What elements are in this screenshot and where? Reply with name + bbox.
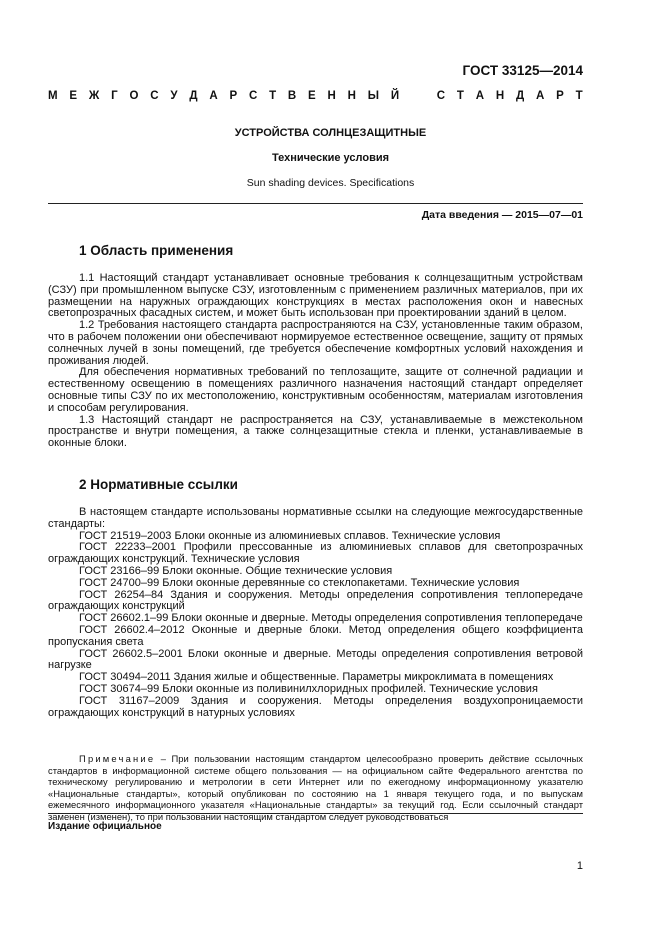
english-title: Sun shading devices. Specifications (246, 177, 415, 189)
section-scope-body (48, 273, 583, 450)
document-title: УСТРОЙСТВА СОЛНЦЕЗАЩИТНЫЕ (234, 127, 427, 139)
banner-letter: С (248, 90, 258, 102)
reference-item: ГОСТ 26602.4–2012 Оконные и дверные блоки. Метод определения общего коэффициента пропускания света (48, 623, 583, 648)
reference-item: ГОСТ 26602.5–2001 Блоки оконные и дверные. Методы определения сопротивления ветровой нагрузке (48, 647, 583, 672)
page-number: 1 (576, 860, 583, 872)
paragraph: 1.2 Требования настоящего стандарта распространяются на СЗУ, установленные таким образом, что в рабочем положении они обеспечивают нормируемое естественное освещение, защиту от прямых солнечных лучей в зоны помещений, где требуется обеспечение комфортных условий нахождения и проживания людей. (48, 319, 583, 367)
reference-item: ГОСТ 26254–84 Здания и сооружения. Методы определения сопротивления теплопередаче ограждающих конструкций (48, 588, 583, 613)
reference-item: ГОСТ 26602.1–99 Блоки оконные и дверные. Методы определения сопротивления теплопередаче (79, 612, 583, 625)
banner-letter: Ж (88, 90, 100, 102)
banner-letter: Й (390, 90, 400, 102)
banner-letter: Н (495, 90, 505, 102)
banner-letter: О (129, 90, 139, 102)
banner-letter: Ы (367, 90, 380, 102)
section-heading-scope: 1 Область применения (79, 243, 234, 258)
reference-item: ГОСТ 31167–2009 Здания и сооружения. Методы определения воздухопроницаемости ограждающих конструкций в натурных условиях (48, 694, 583, 719)
document-code: ГОСТ 33125—2014 (462, 63, 583, 78)
banner-letter: Е (308, 90, 316, 102)
banner-letter: М (48, 90, 58, 102)
banner-letter: А (535, 90, 545, 102)
note-text: – При пользовании настоящим стандартом целесообразно проверить действие ссылочных стандартов в информационной системе общего пользования — на официальном сайте Федерального агентства по техническому регулированию и метрологии в сети Интернет или по ежегодному информационному указателю «Национальные стандарты», который опубликован по состоянию на 1 января текущего года, и по выпускам ежемесячного информационного указателя «Национальные стандарты» за текущий год. Если ссылочный стандарт заменен (изменен), то при пользовании настоящим стандартом следует руководствоваться (48, 753, 583, 822)
reference-item: ГОСТ 21519–2003 Блоки оконные из алюминиевых сплавов. Технические условия (79, 529, 501, 542)
introduction-date: Дата введения — 2015—07—01 (421, 209, 583, 221)
note-lead: Примечание (79, 753, 156, 764)
banner-letter: У (170, 90, 178, 102)
banner-letter: А (209, 90, 218, 102)
official-edition-label: Издание официальное (48, 821, 162, 832)
footer-divider (48, 813, 583, 814)
banner-letter: Н (347, 90, 356, 102)
paragraph: 1.3 Настоящий стандарт не распространяется на СЗУ, устанавливаемые в межстекольном пространстве и внутри помещения, а также солнцезащитные стекла и пленки, устанавливаемые в оконные блоки. (48, 413, 583, 450)
banner-letter: Е (69, 90, 78, 102)
banner-letter: Д (515, 90, 525, 102)
banner-letter: Т (575, 90, 583, 102)
banner-gap (411, 90, 425, 102)
section-references-body (48, 507, 583, 719)
banner-letter: В (287, 90, 297, 102)
banner-letter: Р (229, 90, 238, 102)
document-subtitle: Технические условия (271, 152, 390, 164)
banner-letter: А (475, 90, 485, 102)
section-heading-references: 2 Нормативные ссылки (79, 477, 238, 492)
reference-item: ГОСТ 22233–2001 Профили прессованные из алюминиевых сплавов для светопрозрачных ограждающих конструкций. Технические условия (48, 541, 583, 566)
banner-letter: Т (456, 90, 464, 102)
paragraph: В настоящем стандарте использованы нормативные ссылки на следующие межгосударственные стандарты: (48, 506, 583, 530)
banner-letter: С (436, 90, 446, 102)
reference-item: ГОСТ 30674–99 Блоки оконные из поливинилхлоридных профилей. Технические условия (79, 682, 538, 695)
paragraph: Для обеспечения нормативных требований по теплозащите, защите от солнечной радиации и естественному освещению в помещениях различного назначения настоящий стандарт определяет основные типы СЗУ по их местоположению, конструктивным особенностям, материалам изготовления и способам регулирования. (48, 366, 583, 414)
banner-letter: Г (111, 90, 118, 102)
banner-letter: Т (269, 90, 277, 102)
banner-letter: Н (327, 90, 336, 102)
title-divider (48, 203, 583, 204)
reference-item: ГОСТ 23166–99 Блоки оконные. Общие технические условия (79, 564, 393, 577)
banner-letter: Д (189, 90, 198, 102)
interstate-standard-banner (48, 90, 583, 102)
banner-letter: С (150, 90, 159, 102)
reference-item: ГОСТ 24700–99 Блоки оконные деревянные со стеклопакетами. Технические условия (79, 576, 520, 589)
paragraph: 1.1 Настоящий стандарт устанавливает основные требования к солнцезащитным устройствам (СЗУ) при промышленном выпуске СЗУ, изготовленным с применением различных материалов, при их размещении на наружных ограждающих конструкциях в местах расположения окон и навесных светопрозрачных фасадных систем, и может быть использован при проектировании зданий в целом. (48, 272, 583, 320)
reference-item: ГОСТ 30494–2011 Здания жилые и общественные. Параметры микроклимата в помещениях (79, 671, 554, 684)
banner-letter: Р (556, 90, 564, 102)
